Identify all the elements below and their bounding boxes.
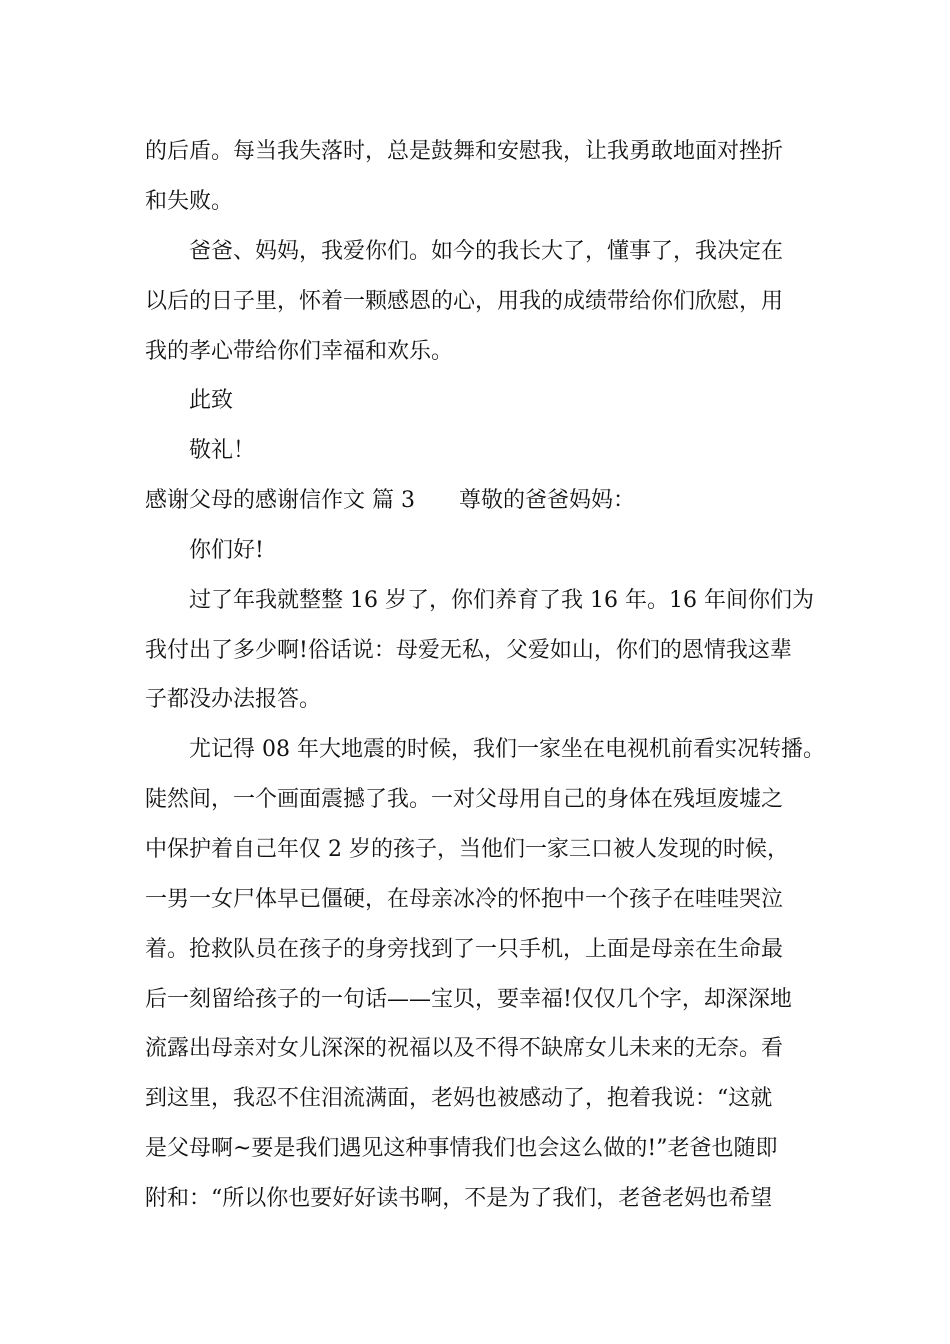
- text-line: 附和：“所以你也要好好读书啊，不是为了我们，老爸老妈也希望: [145, 1186, 773, 1211]
- text-line: 我的孝心带给你们幸福和欢乐。: [145, 339, 454, 364]
- text-line: 一男一女尸体早已僵硬，在母亲冰冷的怀抱中一个孩子在哇哇哭泣: [145, 887, 784, 912]
- text-line: 陡然间，一个画面震撼了我。一对父母用自己的身体在残垣废墟之: [145, 787, 784, 812]
- text-line: 以后的日子里，怀着一颗感恩的心，用我的成绩带给你们欣慰，用: [145, 289, 784, 314]
- text-line: 着。抢救队员在孩子的身旁找到了一只手机，上面是母亲在生命最: [145, 937, 784, 962]
- text-line: 流露出母亲对女儿深深的祝福以及不得不缺席女儿未来的无奈。看: [145, 1036, 784, 1061]
- text-line: 我付出了多少啊!俗话说：母爱无私，父爱如山，你们的恩情我这辈: [145, 638, 792, 663]
- greeting: 你们好!: [189, 538, 264, 563]
- text-line: 后一刻留给孩子的一句话——宝贝，要幸福!仅仅几个字，却深深地: [145, 987, 792, 1012]
- text-line: 到这里，我忍不住泪流满面，老妈也被感动了，抱着我说：“这就: [145, 1086, 773, 1111]
- section-heading-line: [145, 486, 835, 516]
- text-line: 和失败。: [145, 189, 234, 214]
- text-line: 爸爸、妈妈，我爱你们。如今的我长大了，懂事了，我决定在: [189, 239, 784, 264]
- section-title: 感谢父母的感谢信作文 篇 3: [145, 488, 415, 513]
- salutation: 尊敬的爸爸妈妈：: [458, 488, 635, 513]
- text-line: 的后盾。每当我失落时，总是鼓舞和安慰我，让我勇敢地面对挫折: [145, 139, 784, 164]
- text-line: 子都没办法报答。: [145, 687, 322, 712]
- closing-phrase: 此致: [189, 388, 234, 413]
- closing-salute: 敬礼！: [189, 438, 256, 463]
- text-line: 过了年我就整整 16 岁了，你们养育了我 16 年。16 年间你们为: [189, 588, 814, 613]
- text-line: 是父母啊~要是我们遇见这种事情我们也会这么做的!”老爸也随即: [145, 1136, 778, 1161]
- text-line: 中保护着自己年仅 2 岁的孩子，当他们一家三口被人发现的时候，: [145, 837, 789, 862]
- text-line: 尤记得 08 年大地震的时候，我们一家坐在电视机前看实况转播。: [189, 737, 825, 762]
